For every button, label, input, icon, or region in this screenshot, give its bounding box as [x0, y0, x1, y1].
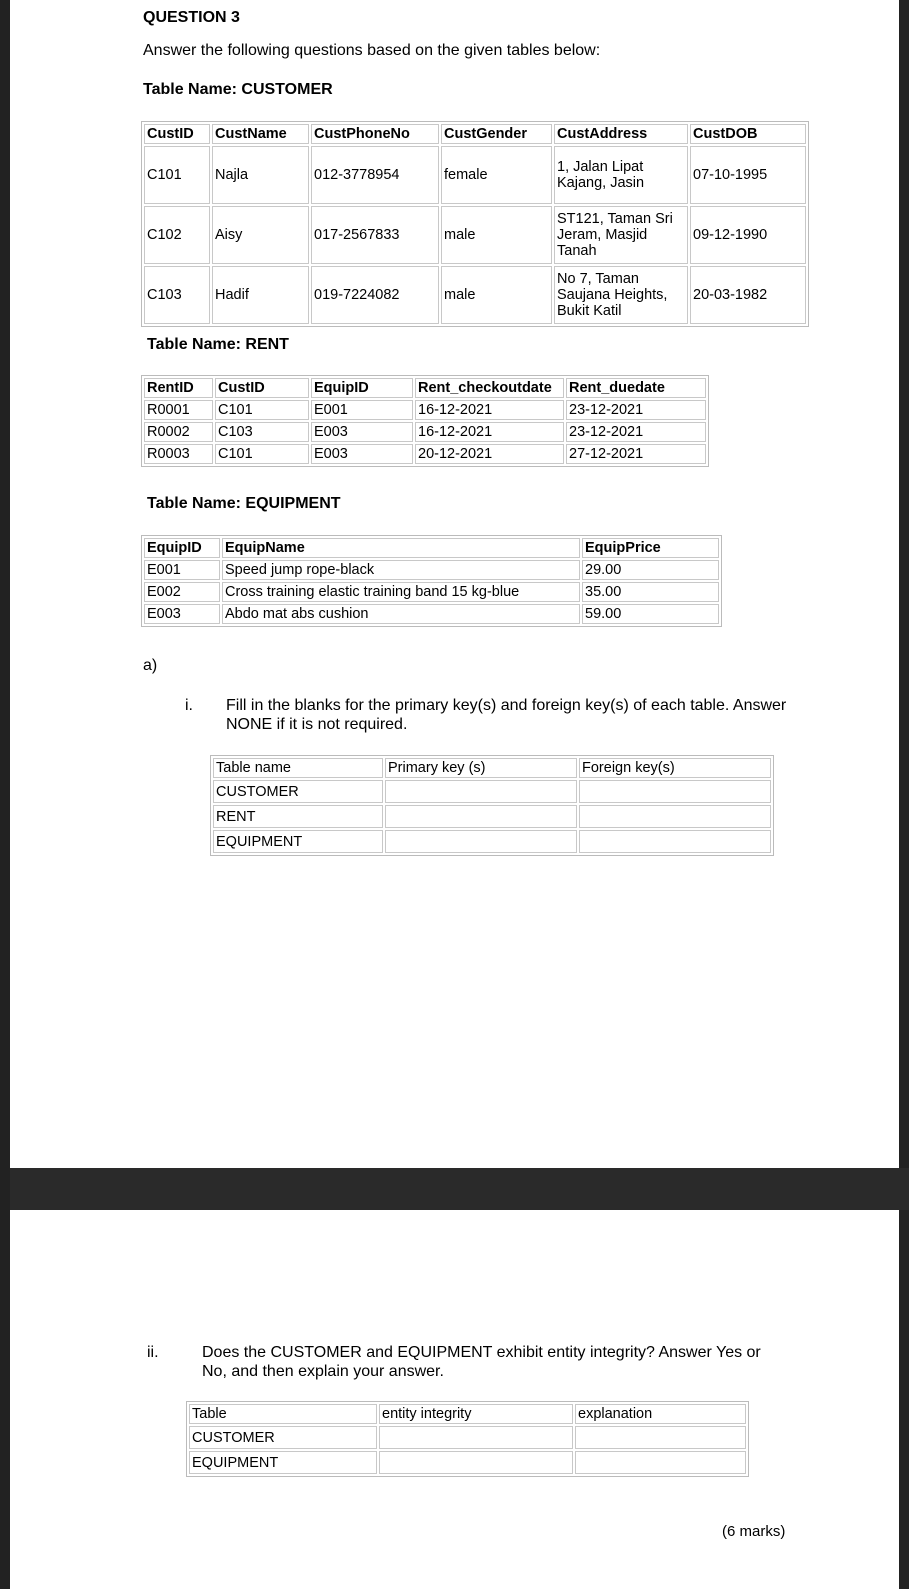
table-cell: Abdo mat abs cushion [222, 604, 580, 624]
table-cell: 20-12-2021 [415, 444, 564, 464]
table-row [144, 422, 706, 442]
column-header: CustName [212, 124, 309, 144]
item-i-text-line2: NONE if it is not required. [226, 716, 408, 733]
answer-blank-cell[interactable] [579, 830, 771, 853]
answer-blank-cell[interactable] [575, 1451, 746, 1474]
table-row [144, 266, 806, 324]
table-row [213, 805, 771, 828]
table-cell: E003 [311, 444, 413, 464]
table-cell: Najla [212, 146, 309, 204]
column-header: CustGender [441, 124, 552, 144]
table-header-row [189, 1404, 746, 1424]
table-row [144, 400, 706, 420]
table-row [189, 1426, 746, 1449]
column-header: EquipName [222, 538, 580, 558]
item-i-text-line1: Fill in the blanks for the primary key(s) and foreign key(s) of each table. Answer [226, 697, 787, 714]
column-header: EquipPrice [582, 538, 719, 558]
table-header-row [213, 758, 771, 778]
table-row [189, 1451, 746, 1474]
table-cell: C102 [144, 206, 210, 264]
table-cell: No 7, Taman Saujana Heights, Bukit Katil [554, 266, 688, 324]
table-cell: 09-12-1990 [690, 206, 806, 264]
column-header: CustID [144, 124, 210, 144]
table-row [144, 206, 806, 264]
table-cell: 1, Jalan Lipat Kajang, Jasin [554, 146, 688, 204]
column-header: entity integrity [379, 1404, 573, 1424]
part-a-label: a) [143, 657, 158, 674]
table-cell: C101 [144, 146, 210, 204]
table-cell: EQUIPMENT [213, 830, 383, 853]
table-row [144, 444, 706, 464]
column-header: Primary key (s) [385, 758, 577, 778]
column-header: CustID [215, 378, 309, 398]
item-ii-numeral: ii. [147, 1344, 159, 1361]
table-row [213, 830, 771, 853]
table-cell: Speed jump rope-black [222, 560, 580, 580]
column-header: EquipID [311, 378, 413, 398]
equipment-table-title: Table Name: EQUIPMENT [147, 495, 341, 512]
table-cell: male [441, 266, 552, 324]
keys-answer-table [210, 755, 774, 856]
table-cell: CUSTOMER [213, 780, 383, 803]
page-separator [10, 1168, 909, 1210]
table-row [213, 780, 771, 803]
answer-blank-cell[interactable] [385, 805, 577, 828]
table-cell: male [441, 206, 552, 264]
column-header: Table name [213, 758, 383, 778]
table-cell: C101 [215, 400, 309, 420]
table-cell: Aisy [212, 206, 309, 264]
table-cell: 017-2567833 [311, 206, 439, 264]
table-cell: C103 [215, 422, 309, 442]
column-header: EquipID [144, 538, 220, 558]
table-cell: R0001 [144, 400, 213, 420]
table-header-row [144, 538, 719, 558]
answer-blank-cell[interactable] [379, 1451, 573, 1474]
table-row [144, 582, 719, 602]
table-cell: R0002 [144, 422, 213, 442]
table-cell: 019-7224082 [311, 266, 439, 324]
column-header: Rent_checkoutdate [415, 378, 564, 398]
table-header-row [144, 378, 706, 398]
table-row [144, 560, 719, 580]
answer-blank-cell[interactable] [579, 805, 771, 828]
table-cell: 35.00 [582, 582, 719, 602]
table-cell: 29.00 [582, 560, 719, 580]
customer-table-title: Table Name: CUSTOMER [143, 81, 333, 98]
table-cell: 16-12-2021 [415, 400, 564, 420]
column-header: CustDOB [690, 124, 806, 144]
question-heading: QUESTION 3 [143, 9, 240, 26]
column-header: Rent_duedate [566, 378, 706, 398]
table-cell: CUSTOMER [189, 1426, 377, 1449]
table-cell: 27-12-2021 [566, 444, 706, 464]
answer-blank-cell[interactable] [385, 780, 577, 803]
table-cell: 23-12-2021 [566, 400, 706, 420]
table-cell: 07-10-1995 [690, 146, 806, 204]
table-cell: 23-12-2021 [566, 422, 706, 442]
column-header: CustAddress [554, 124, 688, 144]
table-cell: EQUIPMENT [189, 1451, 377, 1474]
table-cell: RENT [213, 805, 383, 828]
table-cell: R0003 [144, 444, 213, 464]
table-cell: E003 [311, 422, 413, 442]
rent-table-title: Table Name: RENT [147, 336, 289, 353]
marks-label: (6 marks) [722, 1523, 786, 1540]
table-cell: 20-03-1982 [690, 266, 806, 324]
table-cell: E001 [144, 560, 220, 580]
table-cell: 012-3778954 [311, 146, 439, 204]
table-cell: E002 [144, 582, 220, 602]
answer-blank-cell[interactable] [385, 830, 577, 853]
answer-blank-cell[interactable] [579, 780, 771, 803]
table-header-row [144, 124, 806, 144]
table-cell: Cross training elastic training band 15 kg-blue [222, 582, 580, 602]
answer-blank-cell[interactable] [575, 1426, 746, 1449]
column-header: RentID [144, 378, 213, 398]
item-i-numeral: i. [185, 697, 193, 714]
table-cell: C101 [215, 444, 309, 464]
customer-table [141, 121, 809, 327]
table-cell: 59.00 [582, 604, 719, 624]
table-row [144, 146, 806, 204]
column-header: Foreign key(s) [579, 758, 771, 778]
column-header: Table [189, 1404, 377, 1424]
table-cell: Hadif [212, 266, 309, 324]
table-cell: E003 [144, 604, 220, 624]
item-ii-text-line2: No, and then explain your answer. [202, 1363, 444, 1380]
table-cell: ST121, Taman Sri Jeram, Masjid Tanah [554, 206, 688, 264]
column-header: explanation [575, 1404, 746, 1424]
entity-integrity-answer-table [186, 1401, 749, 1477]
exam-page-1 [10, 0, 899, 1168]
instruction-text: Answer the following questions based on the given tables below: [143, 42, 601, 59]
table-cell: female [441, 146, 552, 204]
column-header: CustPhoneNo [311, 124, 439, 144]
table-cell: C103 [144, 266, 210, 324]
item-ii-text-line1: Does the CUSTOMER and EQUIPMENT exhibit entity integrity? Answer Yes or [202, 1344, 761, 1361]
table-cell: E001 [311, 400, 413, 420]
rent-table [141, 375, 709, 467]
answer-blank-cell[interactable] [379, 1426, 573, 1449]
table-row [144, 604, 719, 624]
table-cell: 16-12-2021 [415, 422, 564, 442]
exam-page-2 [10, 1210, 899, 1589]
equipment-table [141, 535, 722, 627]
